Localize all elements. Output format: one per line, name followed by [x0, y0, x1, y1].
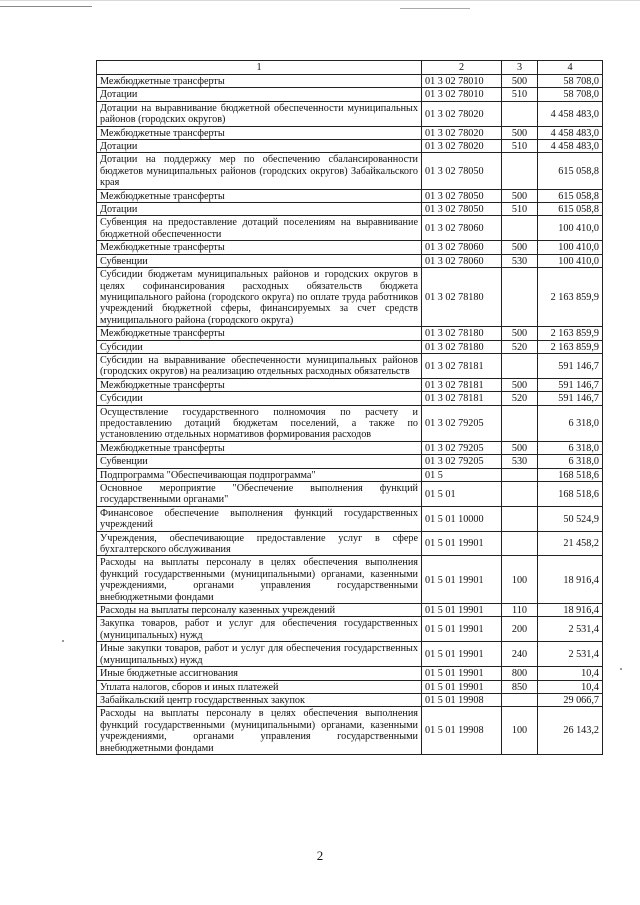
row-type-cell: 500: [502, 126, 538, 139]
table-row: [97, 506, 603, 531]
table-row: [97, 140, 603, 153]
row-name-cell: Иные бюджетные ассигнования: [97, 667, 422, 680]
scan-speck: [62, 640, 64, 642]
column-header: 4: [538, 61, 603, 75]
row-code-cell: 01 3 02 78050: [422, 153, 502, 189]
row-amount-cell: 591 146,7: [538, 378, 603, 391]
row-name-cell: Субсидии на выравнивание обеспеченности муниципальных районов (городских округов) на реализацию отдельных расходных обязательств: [97, 353, 422, 378]
row-name-cell: Межбюджетные трансферты: [97, 241, 422, 254]
table-row: [97, 531, 603, 556]
row-amount-cell: 2 163 859,9: [538, 268, 603, 327]
row-amount-cell: 2 531,4: [538, 617, 603, 642]
row-type-cell: 500: [502, 441, 538, 454]
row-name-cell: Учреждения, обеспечивающие предоставление услуг в сфере бухгалтерского обслуживания: [97, 531, 422, 556]
row-name-cell: Расходы на выплаты персоналу в целях обеспечения выполнения функций государственными (муниципальными) органами, казенными учреждениями, органами управления государственными внебюджетными фондами: [97, 556, 422, 604]
row-name-cell: Уплата налогов, сборов и иных платежей: [97, 680, 422, 693]
row-code-cell: 01 3 02 78181: [422, 353, 502, 378]
row-type-cell: 530: [502, 254, 538, 267]
row-name-cell: Межбюджетные трансферты: [97, 126, 422, 139]
page-number: 2: [316, 848, 324, 863]
row-name-cell: Финансовое обеспечение выполнения функций государственных учреждений: [97, 506, 422, 531]
table-row: [97, 126, 603, 139]
row-code-cell: 01 5 01 19908: [422, 693, 502, 706]
row-amount-cell: 50 524,9: [538, 506, 603, 531]
row-type-cell: [502, 482, 538, 507]
row-amount-cell: 4 458 483,0: [538, 126, 603, 139]
table-row: [97, 340, 603, 353]
row-name-cell: Закупка товаров, работ и услуг для обеспечения государственных (муниципальных) нужд: [97, 617, 422, 642]
row-amount-cell: 4 458 483,0: [538, 101, 603, 126]
table-row: [97, 189, 603, 202]
table-row: [97, 254, 603, 267]
row-code-cell: 01 3 02 78060: [422, 241, 502, 254]
scan-top-edge: [0, 0, 640, 1]
row-amount-cell: 591 146,7: [538, 392, 603, 405]
row-type-cell: 850: [502, 680, 538, 693]
row-name-cell: Межбюджетные трансферты: [97, 441, 422, 454]
row-code-cell: 01 5 01: [422, 482, 502, 507]
row-type-cell: 500: [502, 241, 538, 254]
table-row: [97, 241, 603, 254]
table-row: [97, 216, 603, 241]
row-name-cell: Межбюджетные трансферты: [97, 378, 422, 391]
row-code-cell: 01 5 01 19901: [422, 680, 502, 693]
row-name-cell: Осуществление государственного полномочия по расчету и предоставлению дотаций бюджетам поселений, а также по установлению отдельных нормативов формирования расходов: [97, 405, 422, 441]
column-header: 3: [502, 61, 538, 75]
row-name-cell: Дотации на поддержку мер по обеспечению сбалансированности бюджетов муниципальных районов (городских округов) Забайкальского края: [97, 153, 422, 189]
row-amount-cell: 18 916,4: [538, 604, 603, 617]
row-amount-cell: 615 058,8: [538, 153, 603, 189]
row-type-cell: 800: [502, 667, 538, 680]
row-amount-cell: 2 163 859,9: [538, 340, 603, 353]
row-type-cell: 530: [502, 455, 538, 468]
row-code-cell: 01 3 02 78180: [422, 327, 502, 340]
row-name-cell: Субвенции: [97, 455, 422, 468]
row-amount-cell: 591 146,7: [538, 353, 603, 378]
row-type-cell: 510: [502, 203, 538, 216]
row-code-cell: 01 5 01 10000: [422, 506, 502, 531]
row-type-cell: 520: [502, 340, 538, 353]
row-name-cell: Субвенции: [97, 254, 422, 267]
row-code-cell: 01 3 02 78020: [422, 101, 502, 126]
row-code-cell: 01 3 02 78180: [422, 268, 502, 327]
row-amount-cell: 29 066,7: [538, 693, 603, 706]
table-row: [97, 617, 603, 642]
row-type-cell: [502, 216, 538, 241]
table-row: [97, 667, 603, 680]
row-amount-cell: 168 518,6: [538, 482, 603, 507]
table-row: [97, 680, 603, 693]
scan-speck: [620, 668, 622, 670]
row-name-cell: Межбюджетные трансферты: [97, 327, 422, 340]
row-type-cell: [502, 405, 538, 441]
row-amount-cell: 58 708,0: [538, 75, 603, 88]
row-code-cell: 01 5 01 19908: [422, 707, 502, 755]
row-code-cell: 01 3 02 79205: [422, 441, 502, 454]
row-name-cell: Дотации: [97, 140, 422, 153]
row-code-cell: 01 5 01 19901: [422, 556, 502, 604]
table-row: [97, 88, 603, 101]
row-amount-cell: 10,4: [538, 680, 603, 693]
table-row: [97, 604, 603, 617]
row-name-cell: Межбюджетные трансферты: [97, 75, 422, 88]
row-name-cell: Дотации: [97, 88, 422, 101]
row-type-cell: [502, 101, 538, 126]
row-code-cell: 01 3 02 78020: [422, 140, 502, 153]
row-type-cell: 510: [502, 140, 538, 153]
table-row: [97, 392, 603, 405]
row-name-cell: Субсидии бюджетам муниципальных районов и городских округов в целях софинансирования расходных обязательств бюджета муниципального района (городского округа) по оплате труда работников учреждений бюджетной сферы, финансируемых за счет средств муниципального района (городского округа): [97, 268, 422, 327]
row-name-cell: Забайкальский центр государственных закупок: [97, 693, 422, 706]
table-row: [97, 556, 603, 604]
table-row: [97, 153, 603, 189]
row-name-cell: Субсидии: [97, 392, 422, 405]
row-amount-cell: 4 458 483,0: [538, 140, 603, 153]
row-type-cell: 100: [502, 556, 538, 604]
row-amount-cell: 2 163 859,9: [538, 327, 603, 340]
table-row: [97, 268, 603, 327]
row-code-cell: 01 5 01 19901: [422, 667, 502, 680]
row-name-cell: Дотации: [97, 203, 422, 216]
row-type-cell: [502, 693, 538, 706]
row-code-cell: 01 3 02 78181: [422, 392, 502, 405]
row-type-cell: 520: [502, 392, 538, 405]
row-code-cell: 01 3 02 78010: [422, 88, 502, 101]
row-name-cell: Расходы на выплаты персоналу в целях обеспечения выполнения функций государственными (муниципальными) органами, казенными учреждениями, органами управления государственными внебюджетными фондами: [97, 707, 422, 755]
row-code-cell: 01 3 02 78010: [422, 75, 502, 88]
row-amount-cell: 10,4: [538, 667, 603, 680]
row-amount-cell: 58 708,0: [538, 88, 603, 101]
row-amount-cell: 100 410,0: [538, 241, 603, 254]
row-type-cell: 100: [502, 707, 538, 755]
row-code-cell: 01 3 02 78020: [422, 126, 502, 139]
row-code-cell: 01 5: [422, 468, 502, 481]
row-type-cell: 500: [502, 378, 538, 391]
row-amount-cell: 26 143,2: [538, 707, 603, 755]
row-name-cell: Расходы на выплаты персоналу казенных учреждений: [97, 604, 422, 617]
row-type-cell: [502, 353, 538, 378]
scan-artifact-line: [400, 8, 470, 9]
row-type-cell: 510: [502, 88, 538, 101]
row-name-cell: Межбюджетные трансферты: [97, 189, 422, 202]
row-amount-cell: 6 318,0: [538, 405, 603, 441]
row-type-cell: 500: [502, 327, 538, 340]
column-header: 1: [97, 61, 422, 75]
row-type-cell: [502, 531, 538, 556]
row-type-cell: 200: [502, 617, 538, 642]
row-name-cell: Основное мероприятие "Обеспечение выполнения функций государственными органами": [97, 482, 422, 507]
budget-table: [96, 60, 603, 755]
row-amount-cell: 21 458,2: [538, 531, 603, 556]
row-type-cell: [502, 153, 538, 189]
row-type-cell: [502, 468, 538, 481]
table-row: [97, 327, 603, 340]
row-type-cell: [502, 506, 538, 531]
row-code-cell: 01 3 02 78181: [422, 378, 502, 391]
row-name-cell: Иные закупки товаров, работ и услуг для обеспечения государственных (муниципальных) нужд: [97, 642, 422, 667]
row-code-cell: 01 3 02 78180: [422, 340, 502, 353]
row-amount-cell: 6 318,0: [538, 455, 603, 468]
row-code-cell: 01 5 01 19901: [422, 642, 502, 667]
row-amount-cell: 2 531,4: [538, 642, 603, 667]
row-type-cell: 240: [502, 642, 538, 667]
row-type-cell: 500: [502, 189, 538, 202]
row-amount-cell: 615 058,8: [538, 189, 603, 202]
row-name-cell: Субсидии: [97, 340, 422, 353]
row-code-cell: 01 5 01 19901: [422, 531, 502, 556]
column-header: 2: [422, 61, 502, 75]
table-body: [97, 75, 603, 755]
row-amount-cell: 6 318,0: [538, 441, 603, 454]
row-amount-cell: 100 410,0: [538, 254, 603, 267]
scan-artifact-line: [0, 6, 92, 7]
row-code-cell: 01 5 01 19901: [422, 604, 502, 617]
row-amount-cell: 100 410,0: [538, 216, 603, 241]
table-row: [97, 482, 603, 507]
table-row: [97, 378, 603, 391]
row-code-cell: 01 5 01 19901: [422, 617, 502, 642]
row-amount-cell: 615 058,8: [538, 203, 603, 216]
table-row: [97, 101, 603, 126]
table-row: [97, 642, 603, 667]
table-row: [97, 693, 603, 706]
table-row: [97, 75, 603, 88]
table-row: [97, 455, 603, 468]
row-amount-cell: 168 518,6: [538, 468, 603, 481]
row-code-cell: 01 3 02 79205: [422, 405, 502, 441]
table-header-row: [97, 61, 603, 75]
row-name-cell: Субвенция на предоставление дотаций поселениям на выравнивание бюджетной обеспеченности: [97, 216, 422, 241]
row-code-cell: 01 3 02 78060: [422, 254, 502, 267]
table-row: [97, 203, 603, 216]
row-name-cell: Подпрограмма "Обеспечивающая подпрограмма": [97, 468, 422, 481]
row-amount-cell: 18 916,4: [538, 556, 603, 604]
row-code-cell: 01 3 02 78050: [422, 189, 502, 202]
table-row: [97, 707, 603, 755]
row-code-cell: 01 3 02 79205: [422, 455, 502, 468]
row-type-cell: 500: [502, 75, 538, 88]
table-row: [97, 441, 603, 454]
row-name-cell: Дотации на выравнивание бюджетной обеспеченности муниципальных районов (городских округов): [97, 101, 422, 126]
row-type-cell: 110: [502, 604, 538, 617]
table-row: [97, 405, 603, 441]
row-type-cell: [502, 268, 538, 327]
table-row: [97, 353, 603, 378]
row-code-cell: 01 3 02 78050: [422, 203, 502, 216]
table-row: [97, 468, 603, 481]
row-code-cell: 01 3 02 78060: [422, 216, 502, 241]
